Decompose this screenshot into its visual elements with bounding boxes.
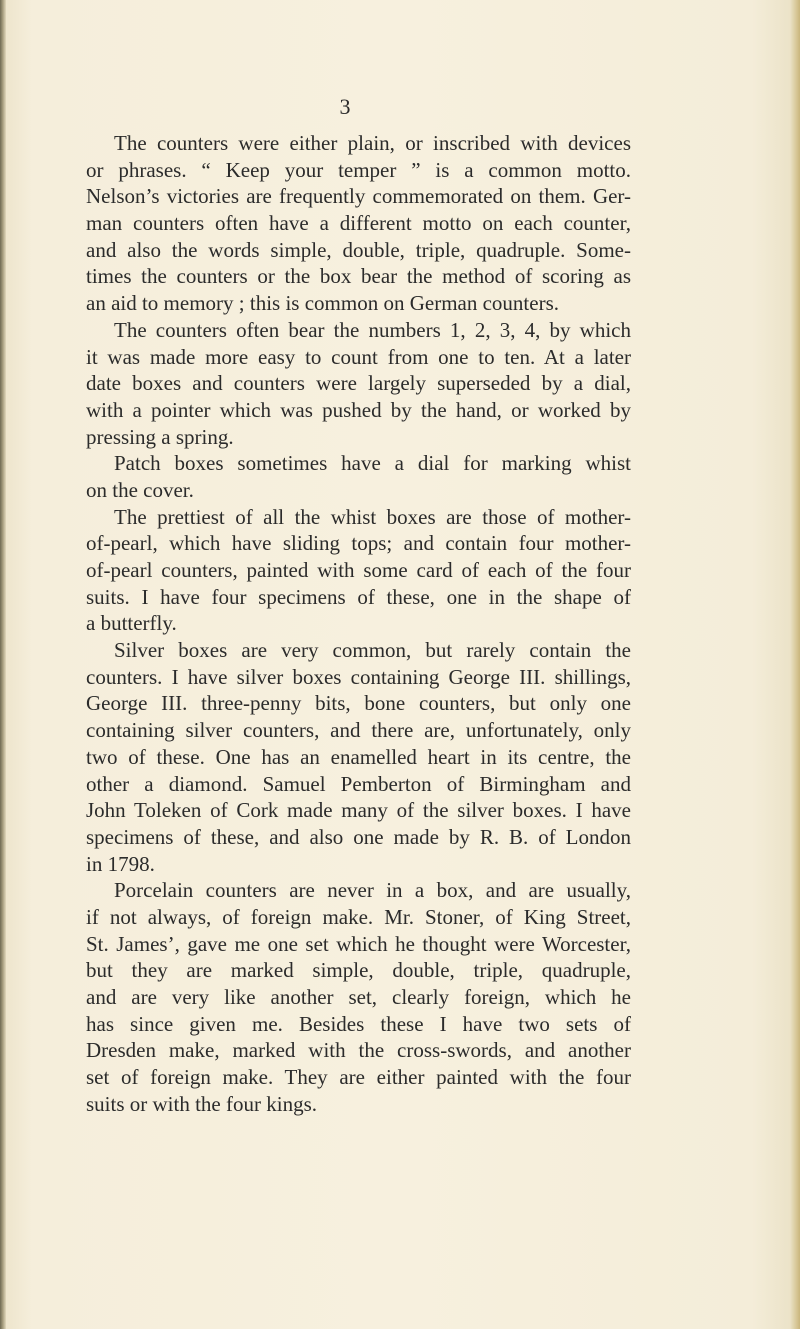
text-line: on the cover. [86, 477, 194, 502]
page-number: 3 [339, 94, 351, 119]
paragraph [86, 130, 631, 317]
text-line: Patch boxes sometimes have a dial for marking whist [114, 451, 631, 476]
text-line: in 1798. [86, 851, 155, 876]
text-line: has since given me. Besides these I have two sets of [86, 1011, 631, 1036]
text-line: an aid to memory ; this is common on German counters. [86, 291, 559, 316]
text-line: John Toleken of Cork made many of the silver boxes. I have [86, 798, 631, 823]
text-line: Dresden make, marked with the cross-swords, and another [86, 1038, 631, 1063]
paragraph [86, 637, 631, 877]
text-line: Silver boxes are very common, but rarely contain the [114, 638, 631, 663]
text-line: counters. I have silver boxes containing George III. shillings, [86, 664, 631, 689]
text-line: two of these. One has an enamelled heart in its centre, the [86, 744, 631, 769]
text-line: suits. I have four specimens of these, one in the shape of [86, 584, 631, 609]
text-line: of-pearl, which have sliding tops; and contain four mother- [86, 531, 631, 556]
text-line: and also the words simple, double, triple, quadruple. Some- [86, 237, 631, 262]
text-line: and are very like another set, clearly foreign, which he [86, 985, 631, 1009]
text-line: it was made more easy to count from one to ten. At a later [86, 344, 631, 369]
text-line: specimens of these, and also one made by R. B. of London [86, 824, 631, 849]
text-line: George III. three-penny bits, bone counters, but only one [86, 691, 631, 716]
text-line: suits or with the four kings. [86, 1091, 317, 1116]
paragraph [86, 504, 631, 637]
page-right-edge [790, 0, 800, 1329]
text-line: St. James’, gave me one set which he thought were Worcester, [86, 931, 631, 956]
text-line: of-pearl counters, painted with some card of each of the four [86, 558, 631, 582]
text-line: man counters often have a different motto on each counter, [86, 211, 631, 236]
text-line: date boxes and counters were largely superseded by a dial, [86, 371, 631, 396]
paragraph [86, 450, 631, 503]
text-line: Porcelain counters are never in a box, and are usually, [114, 878, 631, 903]
page-left-edge [0, 0, 6, 1329]
body-text [86, 130, 631, 1117]
text-line: times the counters or the box bear the method of scoring as [86, 264, 631, 289]
text-line: a butterfly. [86, 611, 177, 636]
text-line: containing silver counters, and there are, unfortunately, only [86, 718, 631, 743]
text-line: Nelson’s victories are frequently commemorated on them. Ger- [86, 184, 631, 209]
text-line: if not always, of foreign make. Mr. Stoner, of King Street, [86, 904, 631, 929]
text-line: pressing a spring. [86, 424, 234, 449]
text-line: The counters were either plain, or inscribed with devices [114, 131, 631, 155]
text-line: with a pointer which was pushed by the hand, or worked by [86, 397, 631, 422]
text-line: The prettiest of all the whist boxes are those of mother- [114, 504, 631, 529]
text-line: or phrases. “ Keep your temper ” is a common motto. [86, 157, 631, 182]
text-line: other a diamond. Samuel Pemberton of Birmingham and [86, 771, 631, 796]
text-line: set of foreign make. They are either painted with the four [86, 1065, 631, 1090]
paragraph [86, 877, 631, 1117]
text-line: but they are marked simple, double, triple, quadruple, [86, 958, 631, 983]
text-line: The counters often bear the numbers 1, 2, 3, 4, by which [114, 317, 631, 342]
paragraph [86, 317, 631, 450]
